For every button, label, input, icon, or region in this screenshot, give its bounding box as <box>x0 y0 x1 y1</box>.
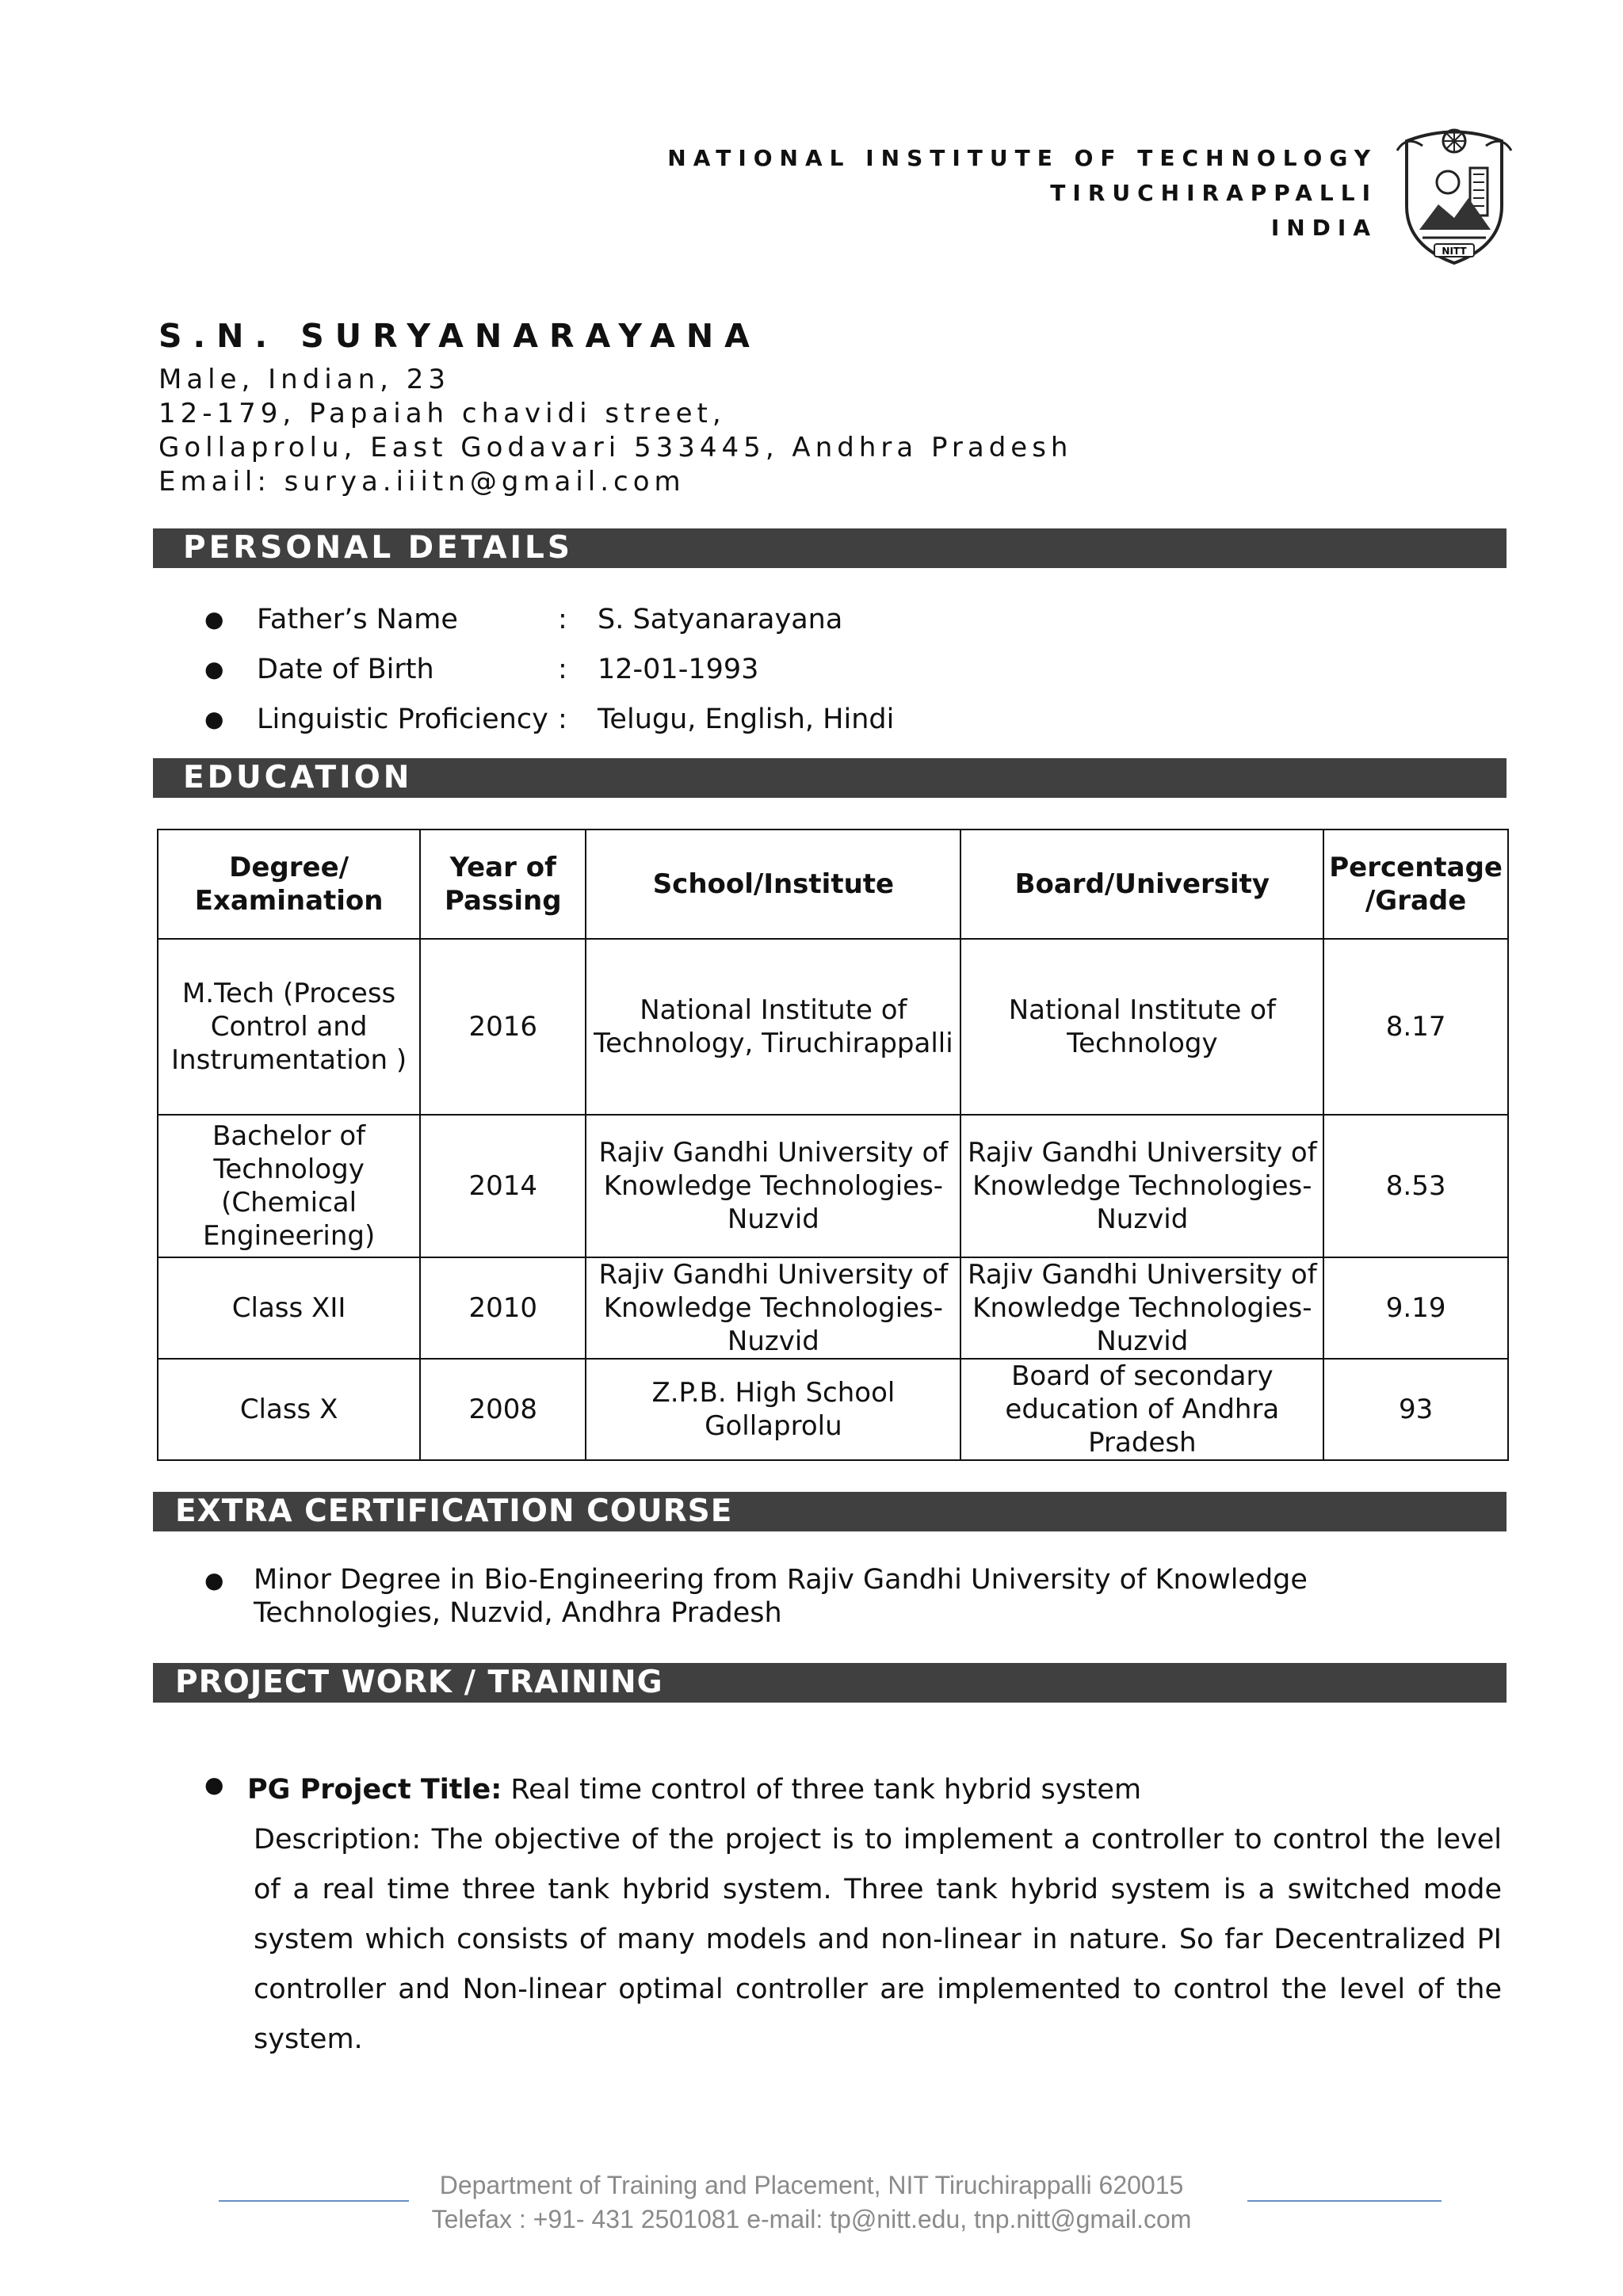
contact-gender-age: Male, Indian, 23 <box>158 364 451 395</box>
table-cell: 93 <box>1323 1359 1508 1460</box>
table-cell: 8.17 <box>1323 939 1508 1115</box>
table-cell: 8.53 <box>1323 1115 1508 1257</box>
education-table <box>157 829 1509 1461</box>
table-row <box>158 1257 1508 1359</box>
column-header: Percentage /Grade <box>1323 830 1508 939</box>
contact-address-2: Gollaprolu, East Godavari 533445, Andhra Pradesh <box>158 432 1073 463</box>
bullet-icon: ● <box>204 606 224 632</box>
list-item <box>204 644 894 694</box>
institute-line-3: INDIA <box>1270 215 1377 241</box>
table-cell: 2014 <box>420 1115 586 1257</box>
project-description: Description: The objective of the project is to implement a controller to control the level of a real time three tank hybrid system. Three tank hybrid system is a switched mode system which consists of many models and non-linear in nature. So far Decentralized PI controller and Non-linear optimal controller are implemented to control the level of the system. <box>254 1824 1502 2055</box>
section-extra-certification: EXTRA CERTIFICATION COURSE <box>153 1492 1507 1531</box>
detail-value: S. Satyanarayana <box>598 603 843 635</box>
project-title-label: PG Project Title: <box>247 1774 502 1806</box>
contact-block <box>158 363 1072 499</box>
candidate-name: S.N. SURYANARAYANA <box>158 317 761 355</box>
contact-email: Email: surya.iiitn@gmail.com <box>158 466 685 498</box>
table-cell: Rajiv Gandhi University of Knowledge Technologies-Nuzvid <box>960 1257 1323 1359</box>
table-cell: Rajiv Gandhi University of Knowledge Technologies-Nuzvid <box>586 1257 960 1359</box>
institute-line-1: NATIONAL INSTITUTE OF TECHNOLOGY <box>667 145 1377 171</box>
table-row <box>158 1115 1508 1257</box>
table-row <box>158 1359 1508 1460</box>
detail-label: Father’s Name <box>257 603 458 635</box>
contact-address-1: 12-179, Papaiah chavidi street, <box>158 398 726 429</box>
detail-value: Telugu, English, Hindi <box>598 703 895 735</box>
table-cell: Class XII <box>158 1257 420 1359</box>
project-title: Real time control of three tank hybrid system <box>510 1774 1142 1806</box>
detail-separator: : <box>558 653 567 685</box>
footer-rule-right <box>1247 2200 1442 2202</box>
bullet-icon: ● <box>204 1567 224 1593</box>
project-block <box>247 1765 1502 2065</box>
logo-text: NITT <box>1442 246 1467 257</box>
bullet-icon: ● <box>204 1772 224 1798</box>
detail-separator: : <box>558 603 567 635</box>
detail-separator: : <box>558 703 567 735</box>
column-header: School/Institute <box>586 830 960 939</box>
table-cell: National Institute of Technology <box>960 939 1323 1115</box>
column-header: Degree/ Examination <box>158 830 420 939</box>
footer-contact: Telefax : +91- 431 2501081 e-mail: tp@nitt.edu, tnp.nitt@gmail.com <box>431 2205 1192 2233</box>
table-cell: Bachelor of Technology (Chemical Engineering) <box>158 1115 420 1257</box>
table-cell: Z.P.B. High School Gollaprolu <box>586 1359 960 1460</box>
footer-department: Department of Training and Placement, NIT Tiruchirappalli 620015 <box>439 2171 1184 2199</box>
bullet-icon: ● <box>204 706 224 732</box>
table-header-row <box>158 830 1508 939</box>
detail-value: 12-01-1993 <box>598 653 759 685</box>
detail-label: Date of Birth <box>257 653 434 685</box>
extra-cert-item: Minor Degree in Bio-Engineering from Rajiv Gandhi University of Knowledge Technologies, Nuzvid, Andhra Pradesh <box>254 1564 1308 1629</box>
table-cell: 2016 <box>420 939 586 1115</box>
table-cell: 2008 <box>420 1359 586 1460</box>
table-cell: 9.19 <box>1323 1257 1508 1359</box>
institute-line-2: TIRUCHIRAPPALLI <box>1050 180 1377 206</box>
section-personal-details: PERSONAL DETAILS <box>153 528 1507 568</box>
personal-details-list <box>204 594 894 744</box>
bullet-icon: ● <box>204 656 224 682</box>
table-cell: National Institute of Technology, Tiruchirappalli <box>586 939 960 1115</box>
project-title-line <box>247 1765 1502 1815</box>
table-cell: Rajiv Gandhi University of Knowledge Technologies-Nuzvid <box>586 1115 960 1257</box>
table-cell: Board of secondary education of Andhra Pradesh <box>960 1359 1323 1460</box>
column-header: Year of Passing <box>420 830 586 939</box>
table-cell: Class X <box>158 1359 420 1460</box>
list-item <box>204 594 894 644</box>
table-cell: M.Tech (Process Control and Instrumentation ) <box>158 939 420 1115</box>
column-header: Board/University <box>960 830 1323 939</box>
table-cell: Rajiv Gandhi University of Knowledge Technologies-Nuzvid <box>960 1115 1323 1257</box>
list-item <box>204 694 894 744</box>
table-row <box>158 939 1508 1115</box>
detail-label: Linguistic Proficiency <box>257 703 548 735</box>
nitt-logo <box>1391 119 1518 269</box>
footer-rule-left <box>219 2200 409 2202</box>
institute-name <box>667 141 1377 246</box>
table-cell: 2010 <box>420 1257 586 1359</box>
section-project-work: PROJECT WORK / TRAINING <box>153 1663 1507 1703</box>
section-education: EDUCATION <box>153 758 1507 798</box>
